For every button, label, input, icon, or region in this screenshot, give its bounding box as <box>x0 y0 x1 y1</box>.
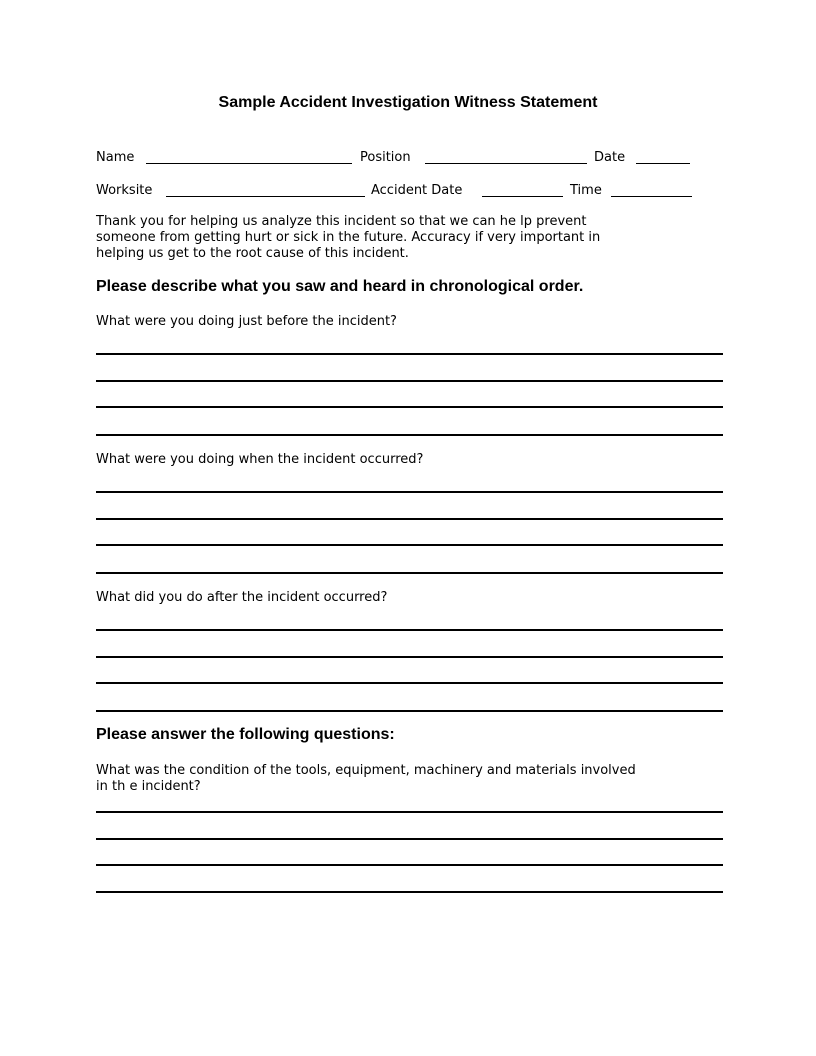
name-label: Name <box>96 150 135 165</box>
answer-line[interactable] <box>96 434 723 436</box>
answer-line[interactable] <box>96 572 723 574</box>
answer-line[interactable] <box>96 891 723 893</box>
intro-paragraph: Thank you for helping us analyze this incident so that we can he lp prevent someone from getting hurt or sick in the future. Accuracy if very important in helping us get to the root cause of this incident. <box>96 214 601 261</box>
incident-fields-row <box>96 183 696 201</box>
answer-line[interactable] <box>96 406 723 408</box>
answer-line[interactable] <box>96 682 723 684</box>
answer-line[interactable] <box>96 864 723 866</box>
date-field[interactable] <box>636 163 690 164</box>
position-label: Position <box>360 150 411 165</box>
accident-date-field[interactable] <box>482 196 563 197</box>
question-before-incident: What were you doing just before the incident? <box>96 314 397 329</box>
accident-date-label: Accident Date <box>371 183 463 198</box>
answer-line[interactable] <box>96 518 723 520</box>
document-title: Sample Accident Investigation Witness Statement <box>218 94 598 111</box>
answer-line[interactable] <box>96 353 723 355</box>
worksite-field[interactable] <box>166 196 365 197</box>
time-label: Time <box>570 183 602 198</box>
question-during-incident: What were you doing when the incident occurred? <box>96 452 424 467</box>
question-after-incident: What did you do after the incident occurred? <box>96 590 388 605</box>
section1-heading: Please describe what you saw and heard in chronological order. <box>96 278 584 295</box>
section2-heading: Please answer the following questions: <box>96 726 395 743</box>
answer-line[interactable] <box>96 710 723 712</box>
answer-line[interactable] <box>96 491 723 493</box>
identity-fields-row <box>96 150 696 168</box>
answer-line[interactable] <box>96 380 723 382</box>
position-field[interactable] <box>425 163 587 164</box>
date-label: Date <box>594 150 626 165</box>
answer-line[interactable] <box>96 656 723 658</box>
question-equipment-condition: What was the condition of the tools, equipment, machinery and materials involved in th e incident? <box>96 763 636 794</box>
time-field[interactable] <box>611 196 692 197</box>
worksite-label: Worksite <box>96 183 153 198</box>
answer-line[interactable] <box>96 838 723 840</box>
answer-line[interactable] <box>96 544 723 546</box>
name-field[interactable] <box>146 163 352 164</box>
answer-line[interactable] <box>96 811 723 813</box>
answer-line[interactable] <box>96 629 723 631</box>
